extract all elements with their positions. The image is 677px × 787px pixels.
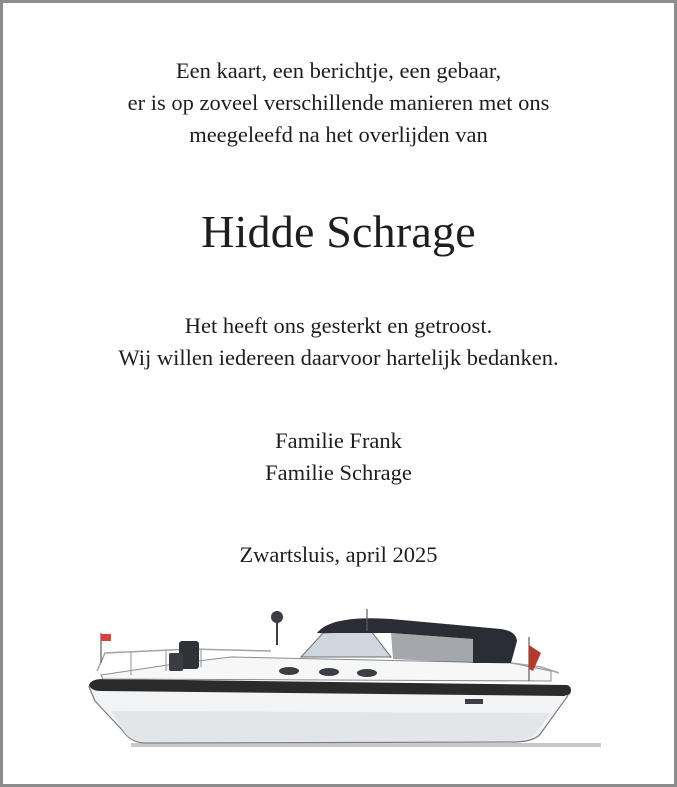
bow-flag-icon — [101, 634, 111, 641]
thanks-line-1: Het heeft ons gesterkt en getroost. — [184, 313, 493, 338]
porthole-1 — [279, 667, 299, 675]
porthole-3 — [357, 669, 377, 677]
signatory-family-frank: Familie Frank — [275, 428, 402, 453]
intro-line-1: Een kaart, een berichtje, een gebaar, — [175, 58, 502, 83]
deceased-name: Hidde Schrage — [201, 206, 476, 257]
hull-marking — [465, 699, 483, 704]
place-date: Zwartsluis, april 2025 — [239, 542, 438, 567]
boat-radar — [271, 611, 283, 623]
motorboat-icon — [71, 601, 611, 761]
boat-windshield — [301, 631, 391, 657]
signatory-family-schrage: Familie Schrage — [265, 460, 412, 485]
thanks-line-2: Wij willen iedereen daarvoor hartelijk bedanken. — [118, 345, 559, 370]
porthole-2 — [319, 668, 339, 676]
intro-line-3: meegeleefd na het overlijden van — [189, 122, 488, 147]
boat-shadow — [131, 743, 601, 747]
boat-seat-2 — [169, 653, 183, 671]
intro-line-2: er is op zoveel verschillende manieren met ons — [127, 90, 550, 115]
boat-hull-shade — [111, 711, 551, 742]
